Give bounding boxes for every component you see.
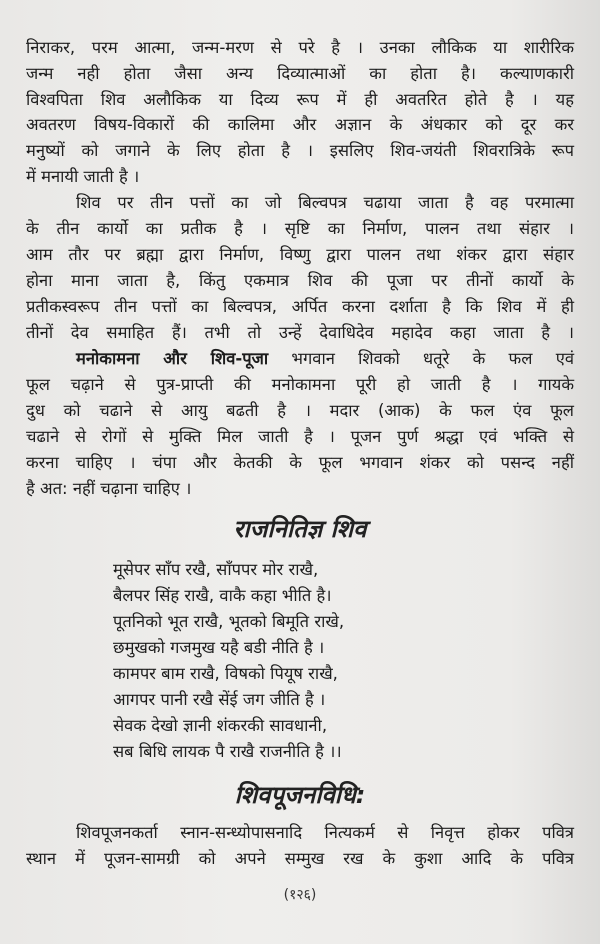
paragraph-3-line-3: दुध को चढाने से आयु बढती है । मदार (आक) के फल एंव फूल [26, 401, 574, 420]
paragraph-1-line-2: जन्म नही होता जैसा अन्य दिव्यात्माओं का होता है। कल्याणकारी [26, 64, 574, 83]
paragraph-3-line-5: करना चाहिए । चंपा और केतकी के फूल भगवान शंकर को पसन्द नहीं [26, 453, 574, 472]
paragraph-2-line-1: शिव पर तीन पत्तों का जो बिल्वपत्र चढाया जाता है वह परमात्मा [76, 193, 574, 212]
verse-line-3: पूतनिको भूत राखै, भूतको बिमूति राखे, [113, 612, 345, 631]
page-number: (१२६) [283, 887, 317, 903]
paragraph-2-line-2: के तीन कार्यो का प्रतीक है । सृष्टि का निर्माण, पालन तथा संहार । [26, 219, 574, 238]
verse-line-5: कामपर बाम राखै, विषको पियूष राखै, [113, 664, 338, 683]
verse-line-4: छमुखको गजमुख यहै बडी नीति है । [113, 638, 325, 657]
paragraph-2-line-3: आम तौर पर ब्रह्मा द्वारा निर्माण, विष्णु द्वारा पालन तथा शंकर द्वारा संहार [26, 245, 574, 264]
verse-line-7: सेवक देखो ज्ञानी शंकरकी सावधानी, [113, 716, 328, 735]
paragraph-3-line-1-rest: भगवान शिवको धतूरे के फल एवं [291, 349, 575, 368]
paragraph-1-line-5: मनुष्यों को जगाने के लिए होता है । इसलिए शिव-जयंती शिवरात्रिके रूप [26, 141, 574, 160]
section-heading-shivpujan-vidhi: शिवपूजनविधि: [234, 781, 366, 809]
section-2-line-1: शिवपूजनकर्ता स्नान-सन्ध्योपासनादि नित्यकर्म से निवृत्त होकर पवित्र [76, 823, 574, 842]
verse-line-2: बैलपर सिंह राखै, वाकै कहा भीति है। [113, 586, 332, 605]
paragraph-1-line-3: विश्वपिता शिव अलौकिक या दिव्य रूप में ही अवतरित होते है । यह [26, 90, 574, 109]
paragraph-3-line-4: चढाने से रोगों से मुक्ति मिल जाती है । पूजन पुर्ण श्रद्धा एवं भक्ति से [26, 427, 574, 446]
paragraph-2-line-5: प्रतीकस्वरूप तीन पत्तों का बिल्वपत्र, अर्पित करना दर्शाता है कि शिव में ही [26, 297, 574, 316]
section-heading-rajnitigya-shiv: राजनितिज्ञ शिव [233, 515, 367, 543]
paragraph-1-line-1: निराकर, परम आत्मा, जन्म-मरण से परे है । उनका लौकिक या शारीरिक [26, 38, 574, 57]
verse-line-1: मूसेपर साँप रखै, साँपपर मोर राखै, [113, 560, 319, 579]
paragraph-2-line-4: होना माना जाता है, किंतु एकमात्र शिव की पूजा पर तीनों कार्यो के [26, 271, 574, 290]
paragraph-2-line-6: तीनों देव समाहित हैं। तभी तो उन्हें देवाधिदेव महादेव कहा जाता है । [26, 323, 574, 342]
verse-line-8: सब बिधि लायक पै राखै राजनीति है ।। [113, 742, 342, 761]
verse-line-6: आगपर पानी रखै सेंई जग जीति है । [113, 690, 326, 709]
paragraph-1-line-4: अवतरण विषय-विकारों की कालिमा और अज्ञान के अंधकार को दूर कर [26, 115, 574, 134]
paragraph-3-line-2: फूल चढ़ाने से पुत्र-प्राप्ती की मनोकामना पूरी हो जाती है । गायके [26, 375, 574, 394]
section-2-line-2: स्थान में पूजन-सामग्री को अपने सम्मुख रख के कुशा आदि के पवित्र [26, 849, 574, 868]
paragraph-3-line-6: है अत: नहीं चढ़ाना चाहिए । [26, 479, 192, 498]
paragraph-3-line-1 [76, 348, 574, 370]
bold-lead-phrase: मनोकामना और शिव-पूजा [76, 349, 269, 368]
paragraph-1-line-6: में मनायी जाती है । [26, 167, 140, 186]
